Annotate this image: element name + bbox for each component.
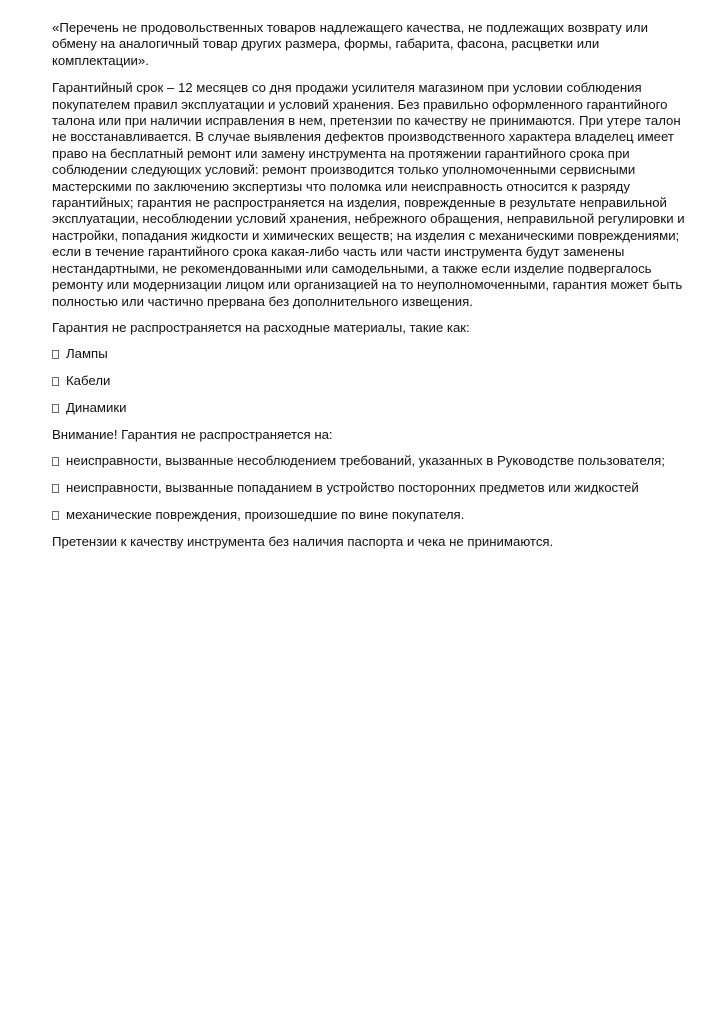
claims-paragraph: Претензии к качеству инструмента без наличия паспорта и чека не принимаются. xyxy=(52,533,554,549)
bullet-icon xyxy=(52,511,59,520)
list-item xyxy=(52,453,692,469)
bullet-icon xyxy=(52,404,59,413)
list-item xyxy=(52,480,692,496)
list-item-text: неисправности, вызванные попаданием в устройство посторонних предметов или жидкостей xyxy=(66,479,639,495)
list-item-text: неисправности, вызванные несоблюдением требований, указанных в Руководстве пользователя; xyxy=(66,453,665,469)
warranty-terms-paragraph: Гарантийный срок – 12 месяцев со дня продажи усилителя магазином при условии соблюдения покупателем правил эксплуатации и условий хранения. Без правильно оформленного гарантийного талона или при наличии исправления в нем, претензии по качеству не принимаются. При утере талон не восстанавливается. В случае выявления дефектов производственного характера владелец имеет право на бесплатный ремонт или замену инструмента на протяжении гарантийного срока при соблюдении следующих условий: ремонт производится только уполномоченными сервисными мастерскими по заключению экспертизы что поломка или неисправность относится к разряду гарантийных; гарантия не распространяется на изделия, поврежденные в результате неправильной эксплуатации, несоблюдении условий хранения, небрежного обращения, неправильной регулировки и настройки, попадания жидкости и химических веществ; на изделия с механическими повреждениями; если в течение гарантийного срока какая-либо часть или части инструмента будут заменены нестандартными, не рекомендованными или самодельными, а также если изделие подвергалось ремонту или модернизации лицом или организацией на то неуполномоченными, гарантия может быть полностью или частично прервана без дополнительного извещения. xyxy=(52,80,685,309)
list-item-text: Лампы xyxy=(66,346,108,362)
attention-intro: Внимание! Гарантия не распространяется на: xyxy=(52,426,333,442)
list-item xyxy=(52,507,692,523)
bullet-icon xyxy=(52,377,59,386)
list-item xyxy=(52,346,692,362)
bullet-icon xyxy=(52,350,59,359)
list-item xyxy=(52,373,692,389)
list-item xyxy=(52,400,692,416)
document-page xyxy=(52,20,692,560)
list-item-text: Динамики xyxy=(66,399,127,415)
bullet-icon xyxy=(52,457,59,466)
list-item-text: механические повреждения, произошедшие по вине покупателя. xyxy=(66,506,465,522)
list-item-text: Кабели xyxy=(66,373,111,389)
bullet-icon xyxy=(52,484,59,493)
quote-paragraph: «Перечень не продовольственных товаров надлежащего качества, не подлежащих возврату или обмену на аналогичный товар других размера, формы, габарита, фасона, расцветки или комплектации». xyxy=(52,20,648,68)
consumables-intro: Гарантия не распространяется на расходные материалы, такие как: xyxy=(52,319,470,335)
